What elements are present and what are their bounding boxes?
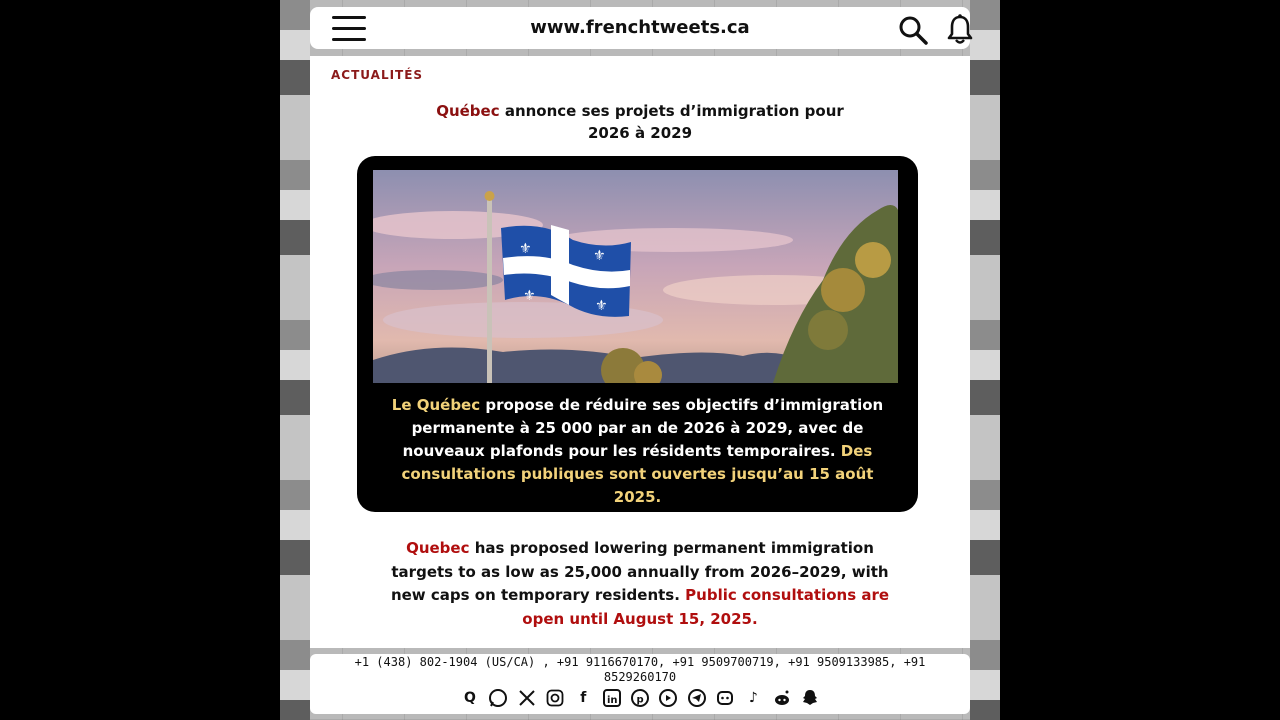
facebook-icon[interactable]: f (580, 690, 587, 706)
quora-icon[interactable]: Q (464, 690, 476, 706)
svg-text:in: in (606, 695, 618, 706)
site-url[interactable]: www.frenchtweets.ca (530, 17, 750, 38)
title-highlight: Québec (436, 102, 500, 120)
caption-highlight-2: Des consultations publiques sont ouvertes jusqu’au 15 août 2025. (401, 442, 874, 506)
instagram-icon[interactable] (545, 688, 565, 708)
x-icon[interactable] (517, 688, 537, 708)
caption-fr (381, 394, 894, 509)
phone-numbers: +1 (438) 802-1904 (US/CA) , +91 9116670170, +91 9509700719, +91 9509133985, +91 8529260170 (354, 655, 926, 684)
category-label: ACTUALITÉS (331, 68, 424, 82)
article-title-fr (430, 100, 850, 144)
caption-highlight-1: Le Québec (391, 396, 481, 414)
snapchat-icon[interactable] (800, 688, 820, 708)
contact-footer (310, 654, 970, 714)
svg-text:⚜: ⚜ (519, 241, 532, 257)
title-text: annonce ses projets d’immigration pour 2026 à 2029 (499, 102, 844, 142)
photo-caption-box (357, 156, 918, 512)
svg-text:⚜: ⚜ (595, 298, 608, 314)
top-bar (310, 7, 970, 49)
discord-icon[interactable] (715, 688, 735, 708)
svg-text:⚜: ⚜ (593, 248, 606, 264)
body-text-1: has proposed lowering permanent immigration targets to as low as 25,000 annually from 2026–2029, with new caps on temporary residents. (390, 539, 889, 604)
body-highlight-2: Public consultations are open until August 15, 2025. (522, 586, 890, 628)
body-highlight-1: Quebec (406, 539, 470, 557)
svg-text:⚜: ⚜ (523, 288, 536, 304)
svg-text:p: p (636, 694, 644, 706)
tiktok-icon[interactable]: ♪ (748, 690, 758, 706)
bell-icon[interactable] (946, 13, 974, 45)
article-card (310, 56, 970, 648)
linkedin-icon[interactable] (602, 688, 622, 708)
background-portrait-collage (970, 0, 1000, 720)
reddit-icon[interactable] (772, 688, 792, 708)
social-links (460, 687, 820, 709)
body-en (374, 537, 906, 631)
quebec-flag-photo (373, 170, 898, 383)
telegram-icon[interactable] (687, 688, 707, 708)
poster (280, 0, 1000, 720)
background-portrait-collage (280, 0, 310, 720)
pinterest-icon[interactable] (630, 688, 650, 708)
whatsapp-icon[interactable] (488, 688, 508, 708)
caption-text-1: propose de réduire ses objectifs d’immigration permanente à 25 000 par an de 2026 à 2029, avec de nouveaux plafonds pour les résidents temporaires. (402, 396, 884, 460)
search-icon[interactable] (898, 15, 928, 45)
youtube-icon[interactable] (658, 688, 678, 708)
